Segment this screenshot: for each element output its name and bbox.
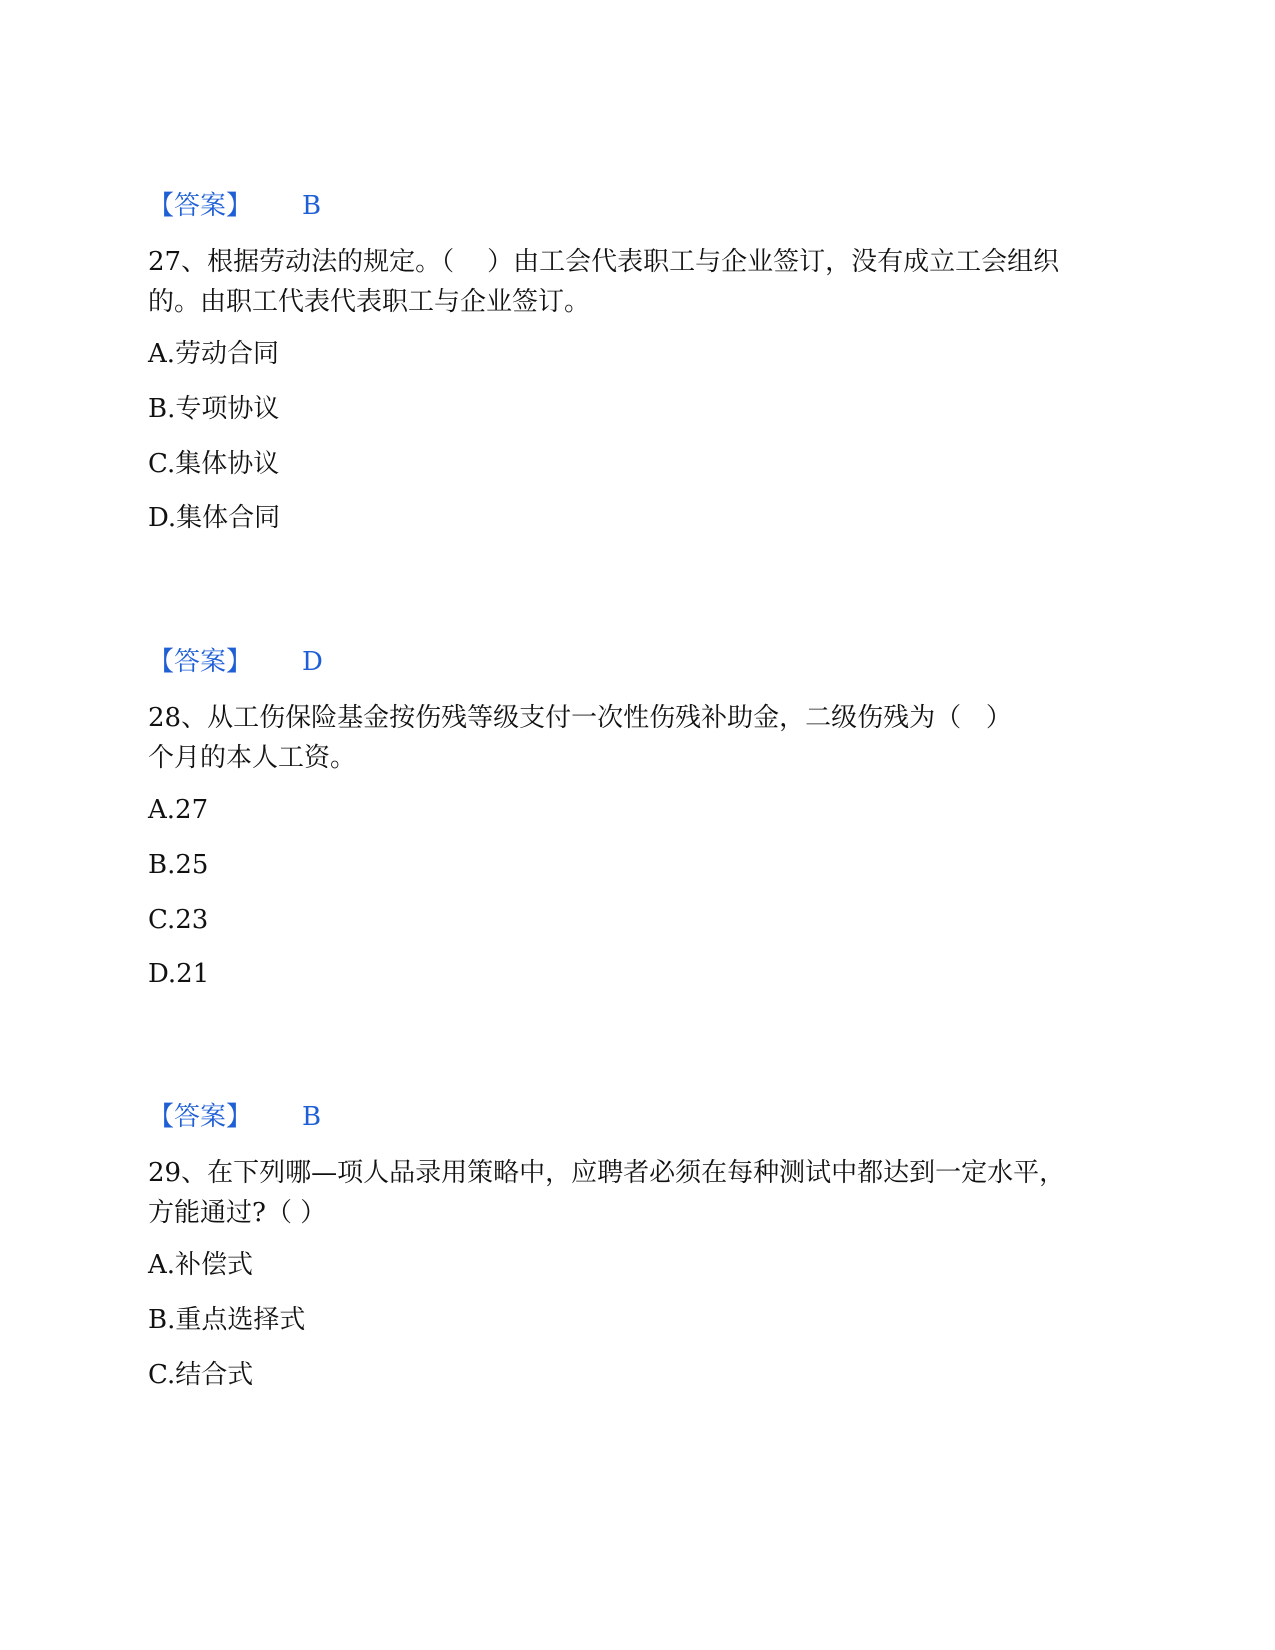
option-b: B.专项协议	[148, 394, 280, 424]
question-block-28	[148, 644, 1108, 989]
answer-letter: B	[302, 191, 322, 221]
option-b: B.25	[148, 850, 209, 880]
answer-label: 【答案】	[148, 647, 253, 677]
answer-label: 【答案】	[148, 191, 253, 221]
question-text: 27、根据劳动法的规定。（ ）由工会代表职工与企业签订，没有成立工会组织的。由职工代表代表职工与企业签订。	[148, 247, 1060, 317]
answer-line	[148, 644, 1108, 680]
question-block-27	[148, 188, 1108, 533]
answer-letter: D	[302, 647, 323, 677]
question-block-29	[148, 1099, 1108, 1390]
answer-label: 【答案】	[148, 1102, 253, 1132]
answer-line	[148, 1099, 1108, 1135]
answer-letter: B	[302, 1102, 322, 1132]
option-c: C.23	[148, 905, 209, 935]
answer-line	[148, 188, 1108, 224]
question-text: 29、在下列哪—项人品录用策略中，应聘者必须在每种测试中都达到一定水平，方能通过?（ ）	[148, 1158, 1066, 1228]
option-d: D.21	[148, 959, 210, 989]
option-c: C.结合式	[148, 1360, 254, 1390]
option-d: D.集体合同	[148, 503, 281, 533]
option-a: A.27	[148, 795, 209, 825]
option-a: A.劳动合同	[148, 339, 280, 369]
option-c: C.集体协议	[148, 449, 280, 479]
question-text: 28、从工伤保险基金按伤残等级支付一次性伤残补助金，二级伤残为（ ）个月的本人工资。	[148, 703, 999, 773]
option-b: B.重点选择式	[148, 1305, 306, 1335]
option-a: A.补偿式	[148, 1250, 254, 1280]
